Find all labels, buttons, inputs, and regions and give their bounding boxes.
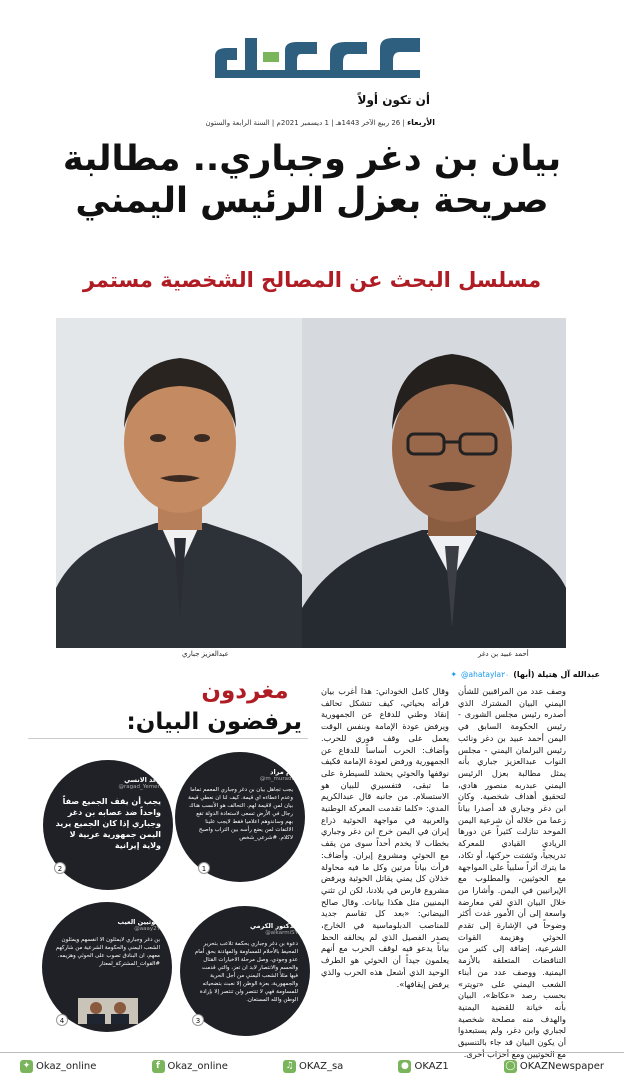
tweet-number: 4 <box>56 1014 68 1026</box>
twitter-handle: Okaz_online <box>36 1061 97 1072</box>
byline <box>430 670 600 679</box>
tweets-heading-line-2: يرفضون البيان: <box>126 709 302 736</box>
instagram-handle: OKAZNewspaper <box>519 1061 604 1072</box>
avatar <box>155 762 169 776</box>
date-gregorian: 1 ديسمبر 2021م <box>276 119 329 127</box>
tweet-text: بن دغر وجباري لايمثلون الا انفسهم ويمثلون الشعب اليمني والحكومة الشرعية من شاركهم معهم، ان البنادق تصوب على الحوثي وهزيمه. #القوات_المشتركة_لمعتار <box>55 937 160 967</box>
social-snapchat[interactable] <box>398 1060 448 1073</box>
tweet-text: يجب تجاهل بيان بن دغر وجباري المعمم تماما وعدم اعطاءه اي قيمة. كيف لنا ان نعطي قيمة بيان لمن لاقيمة لهم. التحالف هو الأنسب هناك رجال في الأرض تسعى لاستعادة الدولة تقع بهم وساندوهم اعلاميا فقط لايجب علينا الالتفات لمن يضع رأسه بين التراب واصبح لاكلام. #شرعي_شخص <box>188 787 293 841</box>
tweet-handle: @alkarmiSY <box>265 930 298 936</box>
instagram-icon: ◯ <box>505 1061 516 1071</box>
tweet-photo <box>78 998 138 1024</box>
author-handle[interactable]: @ahatayla٢٠ <box>461 670 510 679</box>
footer-social-bar <box>0 1052 624 1080</box>
author-name: عبدالله آل هتيلة (أبها) <box>513 670 600 679</box>
social-instagram[interactable] <box>504 1060 604 1073</box>
twitter-icon: ✦ <box>20 1060 33 1073</box>
snapchat-handle: OKAZ1 <box>414 1061 449 1072</box>
tweet-handle: @ragad_Yemen <box>118 784 161 790</box>
tiktok-icon: ♫ <box>283 1060 296 1073</box>
tweet-card <box>175 752 305 882</box>
tweets-heading-line-1: مغردون <box>201 678 289 704</box>
tagline: أن تكون أولاً <box>357 93 430 107</box>
portrait-bin-daghr <box>302 318 566 648</box>
headline-line-2: صريحة بعزل الرئيس اليمني <box>75 181 549 221</box>
twitter-bird-icon: ✦ <box>450 670 458 679</box>
logo-mark <box>205 38 430 78</box>
tweet-handle: @m_muradi <box>259 776 293 782</box>
masthead <box>0 0 624 135</box>
tweet-handle: @aaay2Y <box>134 926 160 932</box>
article-column-2: وقال كامل الخوداني: هذا أغرب بيان قرأته بحياتي، كيف تتشكل تحالف إنقاذ وطني للدفاع عن الجمهورية ويرفض عودة الإمامة وبنفس الوقت يعمل على وقف فوري للحرب. وأضاف: الحرب أساساً للدفاع عن الجمهورية ورفض لعودة الإمامة فكيف نوقفها والحوثي يحشد للسيطرة على ما تبقى، فتفسيري للبيان هو الاستسلام. من جانبه قال عبدالكريم المدي: «كلما تقدمت المعركة الوطنية والعربية في مواجهة الحوثية ذراع إيران في اليمن خرج ابن دغر وجباري بخطاب لا يخدم أحداً سوى من يقف مع الحوثي ومشروع إيران. وأضاف: قرأت بياناً مرتين وكل ما فيه محاولة خذلان كل يمني يقاتل الحوثية ويرفض مشروع فارس في بلادنا، لكن لن تثني اليمنيين مثل هكذا بيانات. وقال صالح البيضاني: «بعد كل تقاسم جديد للمناصب الدبلوماسية في الخارج، يصدر الفصيل الذي لم يحالفه الحظ بياناً يدعو فيه لوقف الحرب مع أنهم يعلمون جيداً أن الحوثي هو الطرف الوحيد الذي أشعل هذه الحرب والذي يرفض إيقافها». <box>321 686 449 989</box>
social-twitter[interactable] <box>20 1060 96 1073</box>
okaz-logo <box>205 30 430 100</box>
snapchat-icon: ● <box>398 1060 411 1073</box>
tweet-text: دعوة بن دغر وجباري بحكمة تلاعب بتحرير المحيط بالأحلام للمساومة والمهادنة بحق أمام عدو وجودي، وصل مرحلة الاخيارات القتال والحسم والانتصار لابد ان تعز، والتي قدمت فيها مثلاً الشعب اليمني من أجل الحرية والجمهورية، بعزة الوطن إلا نعبث بتضحياته للمساومة فهي لا تنتصر ولن تنتصر إلا بإرادة الوطن والله المستعان. <box>194 941 298 1003</box>
tiktok-handle: OKAZ_sa <box>299 1061 344 1072</box>
tweet-text: يجب أن يقف الجميع صفاً واحداً ضد عصابه بن دغر وجباري إذا كان الجميع يريد اليمن جمهورية عربية لا ولاية إيرانية <box>55 797 161 850</box>
tweet-author: الدكتور الكرمي <box>249 922 298 930</box>
tweets-divider <box>28 738 308 739</box>
caption-jabari: عبدالعزيز جباري <box>182 650 229 658</box>
social-facebook[interactable] <box>152 1060 228 1073</box>
photo-jabari <box>56 318 304 648</box>
headline-line-1: بيان بن دغر وجباري.. مطالبة <box>62 139 562 179</box>
headline <box>0 138 624 222</box>
facebook-handle: Okaz_online <box>167 1061 228 1072</box>
photo-bin-daghr <box>302 318 566 648</box>
tweet-number: 1 <box>198 862 210 874</box>
tweet-card <box>42 902 172 1032</box>
issue: السنة الرابعة والستون <box>205 119 270 127</box>
date-hijri: 26 ربيع الآخر 1443هـ <box>335 119 401 127</box>
tweet-author: رغد الانسي <box>124 776 161 784</box>
day: الأربعاء <box>407 118 435 127</box>
avatar <box>154 904 168 918</box>
portrait-jabari <box>56 318 304 648</box>
tweet-number: 3 <box>192 1014 204 1026</box>
subhead: مسلسل البحث عن المصالح الشخصية مستمر <box>82 268 542 292</box>
social-tiktok[interactable] <box>283 1060 343 1073</box>
caption-bin-daghr: أحمد عبيد بن دغر <box>478 650 529 658</box>
article-column-1: وصف عدد من المراقبين للشأن اليمني البيان المشترك الذي أصدره رئيس مجلس الشورى - رئيس الحكومة السابق في اليمن أحمد عبيد بن دغر ونائب رئيس البرلمان اليمني - مجلس النواب عبدالعزيز جباري بأنه يمثل مطالبة بعزل الرئيس اليمني عبدربه منصور هادي، لتحقيق أهداف شخصية. وكان ابن دغر وجباري قد أصدرا بياناً زعما من خلاله أن شرعية اليمن الموحد تنازلت كثيراً عن دورها الريادي القيادي للمعركة تدريجياً، وتَشتت حركتها، أو تكاد، ما يترك أثراً سلبياً على المواجهة مع الحوثيين، والمطلوب مع الإيرانيين في اليمن. وأشارا من خلال البيان الذي لقي معارضة واسعة إلى أن الأمور غدت أكثر وضوحاً في الإشارة إلى تقدم الحوثي وهزيمة القوات الشرعية، إضافة إلى كثير من التناقضات المتعلقة بالأزمة اليمنية. ووصف عدد من أبناء الشعب اليمني على «تويتر» بحسب رصد «عكاظ»، البيان بأنه خيانة للقضية اليمنية والهدف منه مصلحة شخصية لجباري وابن دغر، ولم يستبعدوا أن يكون البيان قد جاء بالتنسيق مع الحوثيين ومع أحزاب أخرى. <box>458 686 566 1059</box>
facebook-icon: f <box>152 1060 165 1073</box>
avatar <box>292 908 306 922</box>
tweet-author: حوثيين العيب <box>117 918 160 926</box>
avatar <box>287 754 301 768</box>
tweet-author: أم مراد <box>270 768 293 776</box>
tweet-number: 2 <box>54 862 66 874</box>
tweets-heading <box>126 676 302 738</box>
date-line: الأربعاء | 26 ربيع الآخر 1443هـ | 1 ديسمبر 2021م | السنة الرابعة والستون <box>205 118 435 127</box>
